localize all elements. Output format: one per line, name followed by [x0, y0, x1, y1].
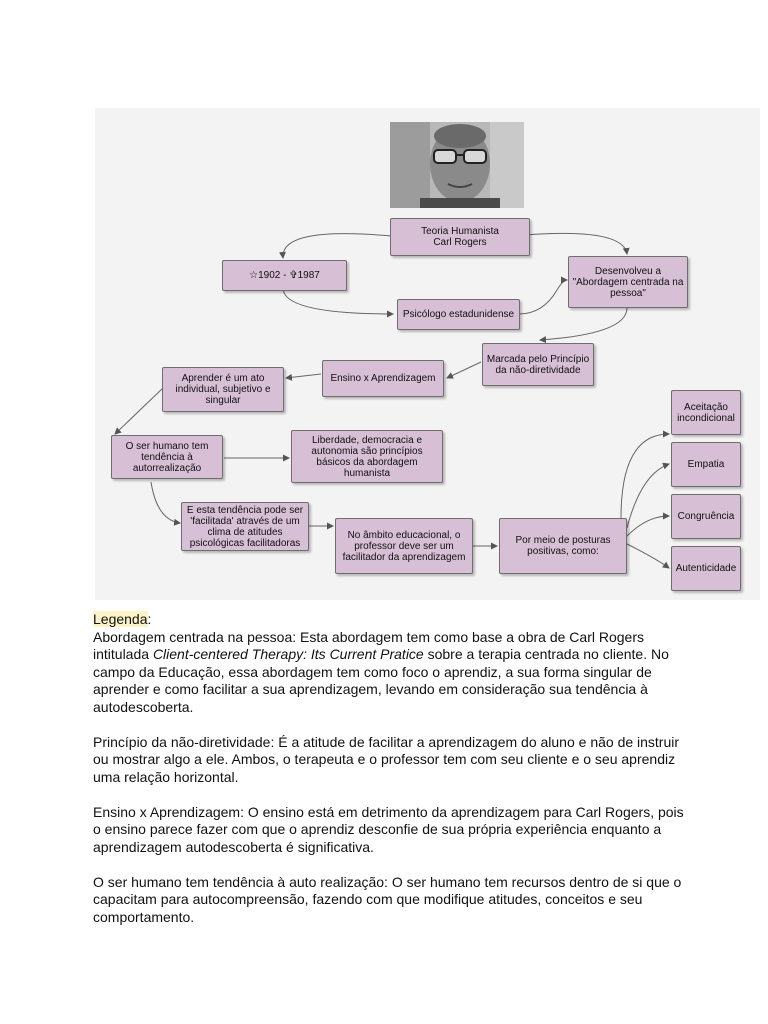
- p1-part-a: Abordagem centrada na pessoa: Esta abordagem tem como base a obra de Carl Rogers intitulada: [93, 628, 644, 662]
- paragraph-auto-realizacao: O ser humano tem tendência à auto realização: O ser humano tem recursos dentro de si que o capacitam para autocompreensão, fazendo com que modifique atitudes, conceitos e seu comportamento.: [93, 873, 682, 925]
- node-facilitada: [181, 502, 309, 551]
- legend-text: [93, 611, 693, 944]
- node-desenvolveu-label: Desenvolveu a "Abordagem centrada na pessoa": [572, 265, 684, 299]
- node-ensino: [322, 360, 444, 397]
- node-aprender: [162, 367, 284, 412]
- paragraph-nao-diretividade: Princípio da não-diretividade: É a atitude de facilitar a aprendizagem do aluno e não de instruir ou mostrar algo a ele. Ambos, o terapeuta e o professor tem com seu cliente e o seu aprendiz uma relação horizontal.: [93, 733, 680, 785]
- node-desenvolveu: [568, 256, 688, 308]
- node-ser-humano-label: O ser humano tem tendência à autorrealização: [125, 440, 209, 474]
- node-liberdade: [291, 430, 443, 483]
- node-aceitacao: [671, 390, 741, 435]
- legend-colon: :: [147, 611, 152, 627]
- node-marcada: [482, 343, 594, 386]
- node-posturas-label: Por meio de posturas positivas, como:: [515, 535, 611, 557]
- node-congruencia: [671, 494, 741, 539]
- paragraph-abordagem: [93, 611, 693, 716]
- node-autenticidade: [671, 546, 741, 591]
- node-aprender-label: Aprender é um ato individual, subjetivo e singular: [175, 373, 271, 406]
- node-ambito-label: No âmbito educacional, o professor deve ser um facilitador da aprendizagem: [342, 529, 466, 563]
- node-empatia-label: Empatia: [687, 459, 725, 470]
- node-marcada-label: Marcada pelo Princípio da não-diretividade: [486, 353, 590, 376]
- node-posturas: [499, 518, 627, 574]
- node-ser-humano: [111, 435, 223, 479]
- node-empatia: [671, 442, 741, 487]
- node-dates-label: ☆1902 - ✞1987: [249, 270, 320, 281]
- node-psicologo: [397, 299, 520, 330]
- node-teoria-line1: Teoria Humanista: [421, 226, 499, 237]
- paragraph-ensino-aprendizagem: Ensino x Aprendizagem: O ensino está em detrimento da aprendizagem para Carl Rogers, pois o ensino parece fazer com que o aprendiz desconfie de sua própria experiência enquanto a aprendizagem autodescoberta é significativa.: [93, 803, 684, 855]
- node-congruencia-label: Congruência: [677, 511, 735, 522]
- node-teoria-humanista: [390, 218, 530, 256]
- legend-label: Legenda: [93, 611, 148, 627]
- p1-book-title: Client-centered Therapy: Its Current Pratice: [152, 646, 424, 662]
- node-ambito: [335, 518, 473, 574]
- node-dates: [222, 260, 347, 291]
- concept-map: [95, 108, 760, 600]
- node-facilitada-label: E esta tendência pode ser 'facilitada' através de um clima de atitudes psicológicas facilitadoras: [186, 504, 304, 549]
- node-autenticidade-label: Autenticidade: [675, 563, 737, 574]
- node-aceitacao-label: Aceitação incondicional: [677, 401, 735, 424]
- node-liberdade-label: Liberdade, democracia e autonomia são princípios básicos da abordagem humanista: [311, 434, 423, 479]
- node-psicologo-label: Psicólogo estadunidense: [402, 309, 515, 320]
- node-teoria-line2: Carl Rogers: [433, 237, 487, 248]
- p1-part-b: sobre a terapia centrada no cliente. No campo da Educação, essa abordagem tem como foco o aprendiz, a sua forma singular de aprender e como facilitar a sua aprendizagem, levando em consideração sua tendência à autodescoberta.: [93, 646, 669, 715]
- node-ensino-label: Ensino x Aprendizagem: [330, 373, 436, 384]
